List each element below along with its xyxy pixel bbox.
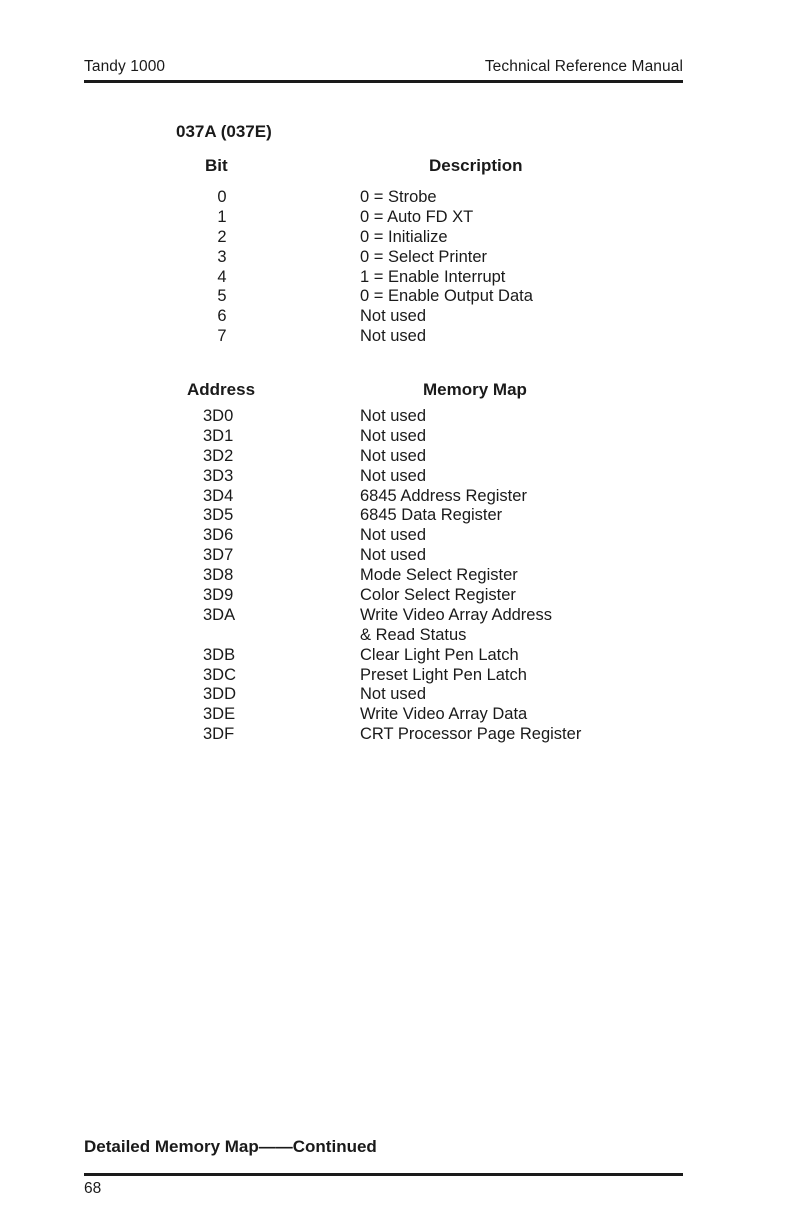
memory-address: 3D8 bbox=[203, 566, 234, 585]
memory-map-entry: CRT Processor Page Register bbox=[360, 725, 582, 744]
memory-map-entry: Not used bbox=[360, 466, 427, 485]
memory-map-entry: Not used bbox=[360, 446, 427, 465]
memory-address: 3DA bbox=[203, 605, 236, 624]
memory-map-entry: Write Video Array Address bbox=[360, 605, 552, 624]
description-column bbox=[360, 188, 533, 347]
bit-number: 5 bbox=[217, 287, 227, 306]
page-number: 68 bbox=[84, 1180, 102, 1197]
footer-rule bbox=[84, 1173, 683, 1176]
memory-map-entry: Write Video Array Data bbox=[360, 705, 528, 724]
section-title: 037A (037E) bbox=[176, 122, 272, 141]
memory-address: 3DC bbox=[203, 665, 237, 684]
bit-number: 1 bbox=[217, 207, 227, 226]
bit-description: 1 = Enable Interrupt bbox=[360, 267, 506, 286]
bit-description: 0 = Initialize bbox=[360, 227, 448, 246]
memory-address: 3DB bbox=[203, 645, 236, 664]
address-column bbox=[203, 407, 236, 745]
bit-number: 0 bbox=[217, 188, 227, 206]
bit-number: 6 bbox=[217, 307, 227, 326]
memory-address: 3DE bbox=[203, 705, 236, 724]
memory-map-entry: Clear Light Pen Latch bbox=[360, 645, 519, 664]
bit-column bbox=[207, 188, 237, 347]
description-column-header: Description bbox=[429, 156, 523, 175]
memory-address: 3DD bbox=[203, 685, 237, 704]
memory-map-entry: 6845 Data Register bbox=[360, 506, 503, 525]
memory-map-entry: Not used bbox=[360, 546, 427, 565]
memory-address: 3D2 bbox=[203, 446, 234, 465]
bit-description: Not used bbox=[360, 327, 427, 346]
memory-map-entry: Not used bbox=[360, 526, 427, 545]
bit-description: 0 = Enable Output Data bbox=[360, 287, 533, 306]
bit-column-header: Bit bbox=[205, 156, 228, 175]
memory-map-entry: Color Select Register bbox=[360, 586, 516, 605]
memory-address: 3D3 bbox=[203, 466, 234, 485]
memory-address: 3D0 bbox=[203, 407, 234, 425]
memory-map-entry: 6845 Address Register bbox=[360, 486, 527, 505]
running-header-right: Technical Reference Manual bbox=[484, 58, 683, 75]
bit-description: 0 = Select Printer bbox=[360, 247, 488, 266]
bit-description: 0 = Auto FD XT bbox=[360, 207, 474, 226]
memory-address: 3D5 bbox=[203, 506, 234, 525]
memory-address: 3D7 bbox=[203, 546, 234, 565]
memory-address: 3D6 bbox=[203, 526, 234, 545]
header-rule bbox=[84, 80, 683, 83]
memory-map-entry: Not used bbox=[360, 426, 427, 445]
bit-description: 0 = Strobe bbox=[360, 188, 437, 206]
memory-map-entry: Preset Light Pen Latch bbox=[360, 665, 527, 684]
memory-map-entry: & Read Status bbox=[360, 625, 467, 644]
bit-description: Not used bbox=[360, 307, 427, 326]
memory-map-entry: Not used bbox=[360, 407, 427, 425]
figure-caption: Detailed Memory Map——Continued bbox=[84, 1137, 377, 1156]
memory-map-entry: Not used bbox=[360, 685, 427, 704]
memory-address: 3D1 bbox=[203, 426, 234, 445]
memory-address: 3D4 bbox=[203, 486, 234, 505]
address-column-header: Address bbox=[187, 380, 256, 399]
bit-number: 2 bbox=[217, 227, 227, 246]
memory-map-column bbox=[360, 407, 581, 745]
memory-map-column-header: Memory Map bbox=[423, 380, 527, 399]
memory-address: 3DF bbox=[203, 725, 235, 744]
running-header-left: Tandy 1000 bbox=[84, 58, 166, 75]
bit-number: 4 bbox=[217, 267, 227, 286]
bit-number: 7 bbox=[217, 327, 227, 346]
bit-number: 3 bbox=[217, 247, 227, 266]
memory-address: 3D9 bbox=[203, 586, 234, 605]
memory-map-entry: Mode Select Register bbox=[360, 566, 518, 585]
